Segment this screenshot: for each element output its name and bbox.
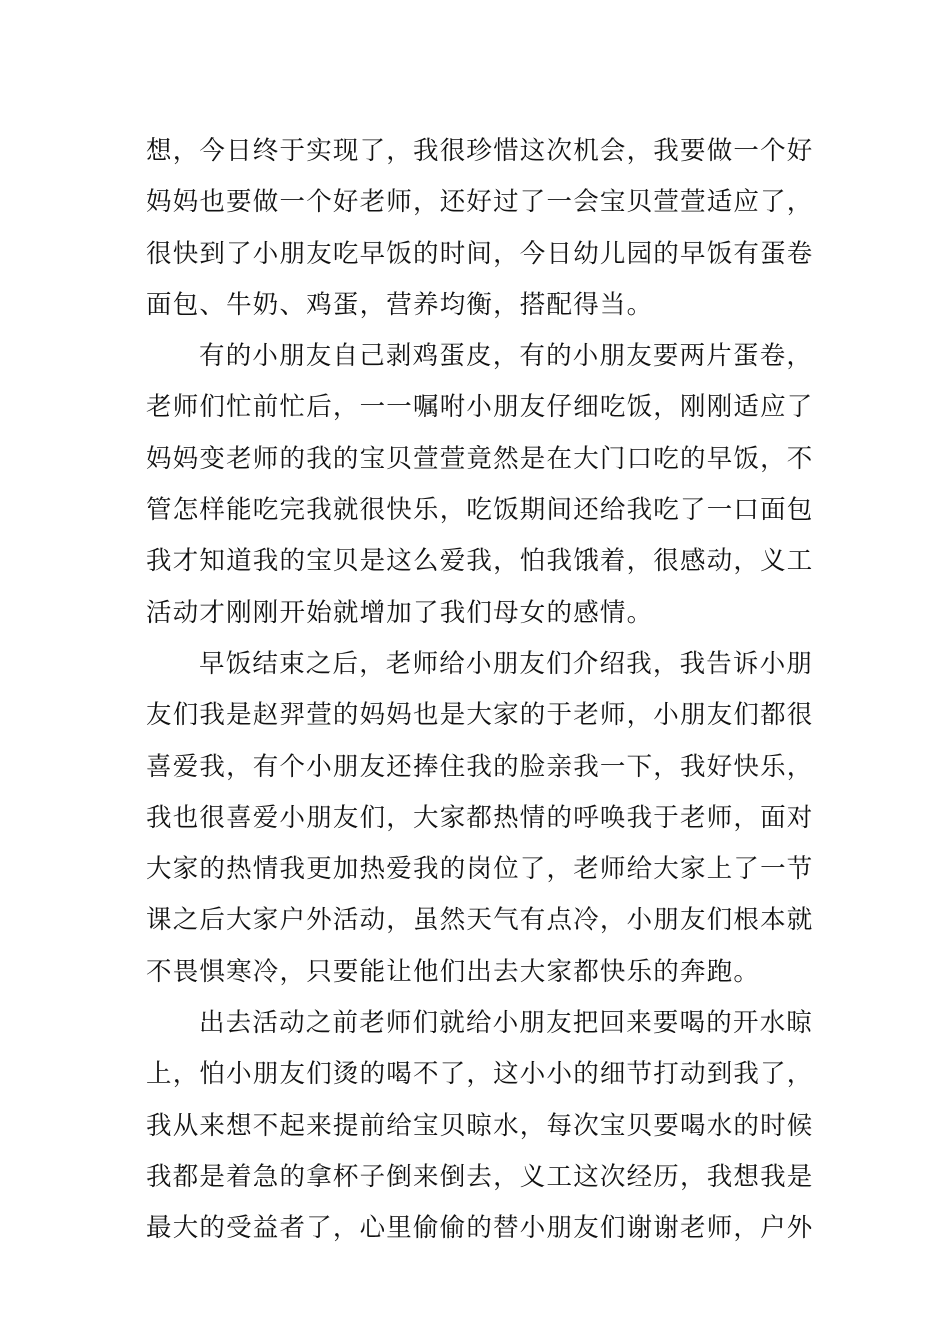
text-line: 妈妈也要做一个好老师，还好过了一会宝贝萱萱适应了，: [146, 187, 814, 218]
text-line: 喜爱我，有个小朋友还捧住我的脸亲我一下，我好快乐，: [146, 751, 814, 782]
text-line: 管怎样能吃完我就很快乐，吃饭期间还给我吃了一口面包: [146, 495, 814, 526]
text-line: 我也很喜爱小朋友们，大家都热情的呼唤我于老师，面对: [146, 802, 814, 833]
text-line: 老师们忙前忙后，一一嘱咐小朋友仔细吃饭，刚刚适应了: [146, 392, 814, 423]
text-line: 最大的受益者了，心里偷偷的替小朋友们谢谢老师，户外: [146, 1213, 814, 1244]
paragraph-first-line: 早饭结束之后，老师给小朋友们介绍我，我告诉小朋: [199, 648, 814, 679]
text-line: 大家的热情我更加热爱我的岗位了，老师给大家上了一节: [146, 854, 814, 885]
text-line: 我从来想不起来提前给宝贝晾水，每次宝贝要喝水的时候: [146, 1110, 814, 1141]
text-line: 我都是着急的拿杯子倒来倒去，义工这次经历，我想我是: [146, 1161, 814, 1192]
body-text: [146, 126, 814, 1255]
text-line: 上，怕小朋友们烫的喝不了，这小小的细节打动到我了，: [146, 1059, 814, 1090]
text-line: 妈妈变老师的我的宝贝萱萱竟然是在大门口吃的早饭，不: [146, 443, 814, 474]
text-line: 面包、牛奶、鸡蛋，营养均衡，搭配得当。: [146, 289, 654, 320]
text-line: 很快到了小朋友吃早饭的时间，今日幼儿园的早饭有蛋卷: [146, 238, 814, 269]
text-line: 活动才刚刚开始就增加了我们母女的感情。: [146, 597, 654, 628]
text-line: 我才知道我的宝贝是这么爱我，怕我饿着，很感动，义工: [146, 546, 814, 577]
text-line: 想，今日终于实现了，我很珍惜这次机会，我要做一个好: [146, 136, 814, 166]
text-line: 友们我是赵羿萱的妈妈也是大家的于老师，小朋友们都很: [146, 700, 814, 731]
text-line: 课之后大家户外活动，虽然天气有点冷，小朋友们根本就: [146, 905, 814, 936]
paragraph-first-line: 有的小朋友自己剥鸡蛋皮，有的小朋友要两片蛋卷，: [199, 341, 814, 372]
text-line: 不畏惧寒冷，只要能让他们出去大家都快乐的奔跑。: [146, 956, 761, 987]
paragraph-first-line: 出去活动之前老师们就给小朋友把回来要喝的开水晾: [199, 1008, 814, 1039]
